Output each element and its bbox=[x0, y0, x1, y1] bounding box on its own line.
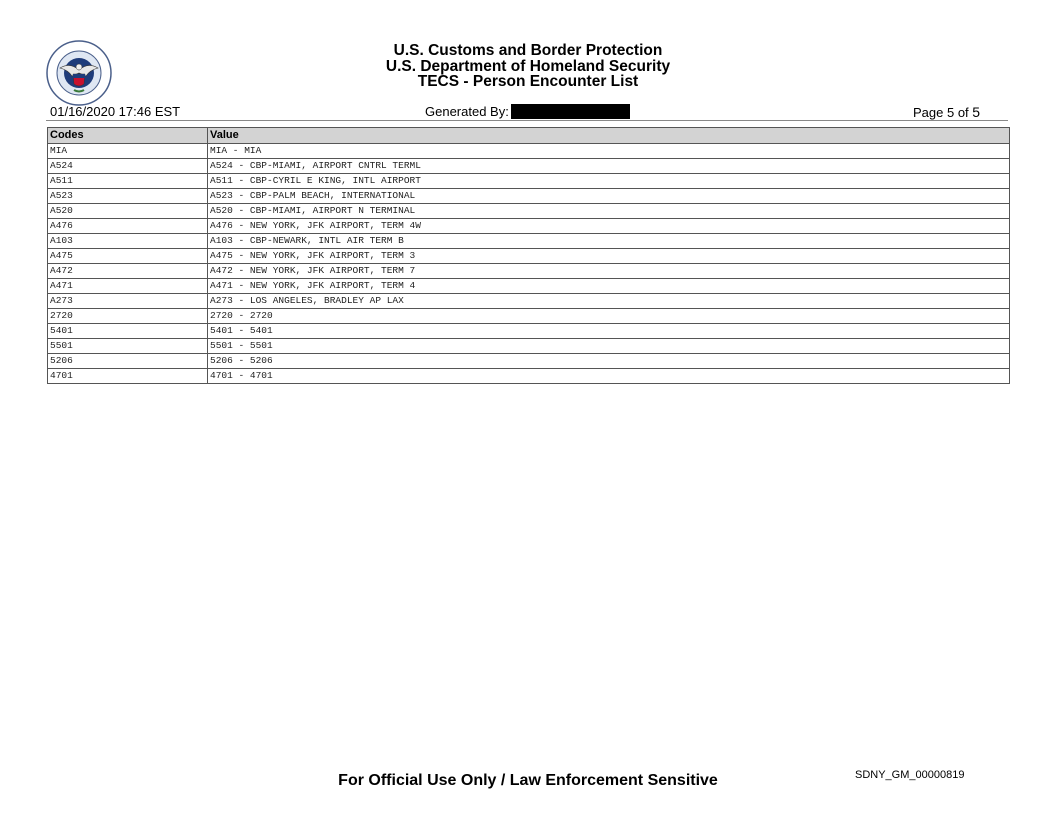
code-cell: A523 bbox=[48, 189, 208, 203]
table-row bbox=[48, 189, 1009, 204]
code-cell: MIA bbox=[48, 144, 208, 158]
code-cell: A472 bbox=[48, 264, 208, 278]
value-cell: A511 - CBP-CYRIL E KING, INTL AIRPORT bbox=[210, 175, 421, 186]
table-row bbox=[48, 174, 1009, 189]
table-row bbox=[48, 309, 1009, 324]
dhs-seal-icon bbox=[46, 40, 112, 106]
codes-table bbox=[47, 127, 1010, 384]
page-label: Page 5 of bbox=[913, 105, 969, 120]
table-row bbox=[48, 339, 1009, 354]
table-body bbox=[48, 144, 1009, 384]
value-cell: A472 - NEW YORK, JFK AIRPORT, TERM 7 bbox=[210, 265, 416, 276]
page-total: 5 bbox=[972, 104, 981, 120]
table-row bbox=[48, 204, 1009, 219]
value-cell: 4701 - 4701 bbox=[210, 370, 273, 381]
code-cell: 2720 bbox=[48, 309, 208, 323]
value-cell: A524 - CBP-MIAMI, AIRPORT CNTRL TERML bbox=[210, 160, 421, 171]
table-row bbox=[48, 219, 1009, 234]
code-cell: A103 bbox=[48, 234, 208, 248]
title-line-agency: U.S. Customs and Border Protection bbox=[393, 42, 663, 59]
value-cell: 5401 - 5401 bbox=[210, 325, 273, 336]
document-title bbox=[300, 43, 756, 90]
value-cell: 2720 - 2720 bbox=[210, 310, 273, 321]
code-cell: A524 bbox=[48, 159, 208, 173]
table-row bbox=[48, 234, 1009, 249]
value-cell: 5501 - 5501 bbox=[210, 340, 273, 351]
redaction-box bbox=[511, 104, 630, 119]
table-row bbox=[48, 249, 1009, 264]
value-cell: A475 - NEW YORK, JFK AIRPORT, TERM 3 bbox=[210, 250, 416, 261]
code-cell: A273 bbox=[48, 294, 208, 308]
table-header-row bbox=[48, 128, 1009, 144]
bates-number: SDNY_GM_00000819 bbox=[855, 769, 965, 781]
table-row bbox=[48, 369, 1009, 384]
value-cell: 5206 - 5206 bbox=[210, 355, 273, 366]
code-cell: A520 bbox=[48, 204, 208, 218]
title-line-department: U.S. Department of Homeland Security bbox=[385, 57, 671, 75]
value-cell: A471 - NEW YORK, JFK AIRPORT, TERM 4 bbox=[210, 280, 416, 291]
table-row bbox=[48, 264, 1009, 279]
code-cell: 5501 bbox=[48, 339, 208, 353]
header-divider bbox=[46, 120, 1008, 121]
confidentiality-notice: For Official Use Only / Law Enforcement Sensitive bbox=[338, 772, 718, 789]
value-cell: A523 - CBP-PALM BEACH, INTERNATIONAL bbox=[210, 190, 416, 201]
code-cell: 5206 bbox=[48, 354, 208, 368]
table-row bbox=[48, 144, 1009, 159]
code-cell: A511 bbox=[48, 174, 208, 188]
code-cell: A475 bbox=[48, 249, 208, 263]
page-indicator bbox=[913, 104, 980, 121]
table-row bbox=[48, 279, 1009, 294]
table-row bbox=[48, 294, 1009, 309]
code-cell: 4701 bbox=[48, 369, 208, 383]
value-cell: A476 - NEW YORK, JFK AIRPORT, TERM 4W bbox=[210, 220, 421, 231]
report-datetime: 01/16/2020 17:46 EST bbox=[50, 104, 181, 119]
value-cell: A273 - LOS ANGELES, BRADLEY AP LAX bbox=[210, 295, 404, 306]
table-row bbox=[48, 159, 1009, 174]
table-row bbox=[48, 324, 1009, 339]
value-cell: MIA - MIA bbox=[210, 145, 262, 156]
generated-by bbox=[425, 104, 630, 120]
code-cell: A476 bbox=[48, 219, 208, 233]
title-line-report: TECS - Person Encounter List bbox=[417, 73, 639, 90]
value-cell: A520 - CBP-MIAMI, AIRPORT N TERMINAL bbox=[210, 205, 416, 216]
column-header-value: Value bbox=[210, 129, 239, 141]
table-row bbox=[48, 354, 1009, 369]
code-cell: 5401 bbox=[48, 324, 208, 338]
code-cell: A471 bbox=[48, 279, 208, 293]
generated-by-label: Generated By: bbox=[425, 104, 509, 119]
value-cell: A103 - CBP-NEWARK, INTL AIR TERM B bbox=[210, 235, 404, 246]
column-header-codes: Codes bbox=[48, 128, 208, 143]
